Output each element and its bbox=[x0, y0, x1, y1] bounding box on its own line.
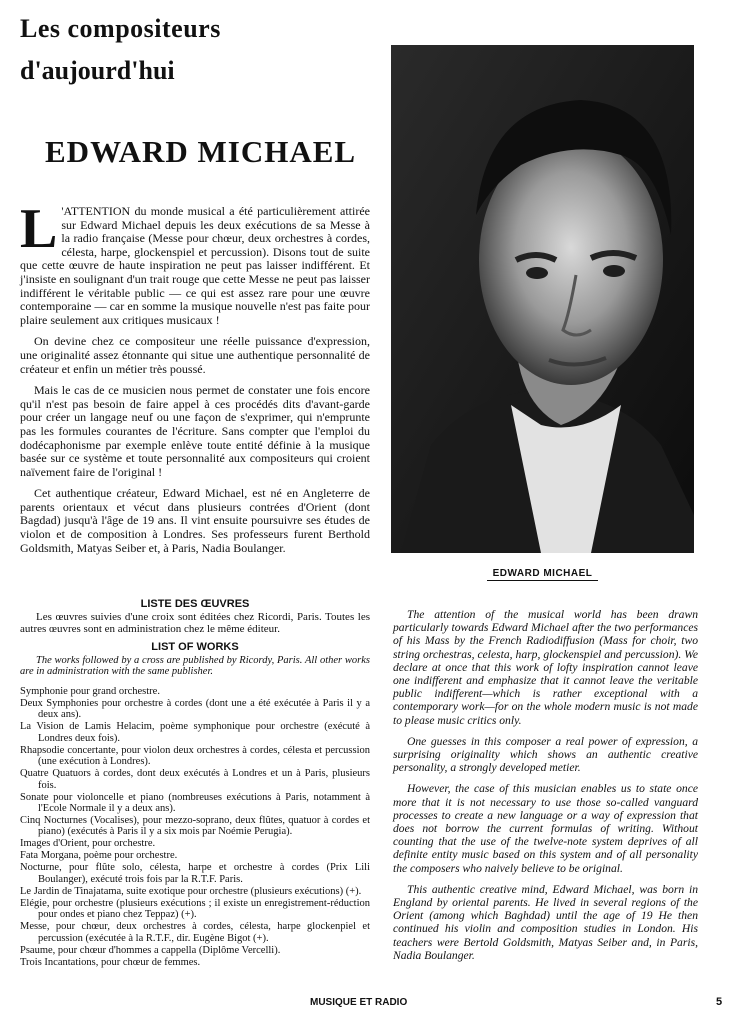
list-item: Images d'Orient, pour orchestre. bbox=[20, 838, 156, 850]
english-paragraph-4: This authentic creative mind, Edward Michael, was born in England by oriental parents. He lived in several regions of the Orient (among which Baghdad) until the age of 19 He then continued his violin and composition studies in London. His teachers were Bertold Goldsmith, Matyas Seiber and, in Paris, Nadia Boulanger. bbox=[393, 882, 698, 962]
list-item: Deux Symphonies pour orchestre à cordes (dont une a été exécutée à Paris il y a deux ans). bbox=[20, 698, 370, 721]
page-title-line1: Les compositeurs bbox=[20, 14, 221, 43]
list-item: Messe, pour chœur, deux orchestres à cordes, célesta, harpe glockenpiel et percussion (exécutée à la R.T.F., dir. Eugène Bigot (+). bbox=[20, 921, 370, 944]
works-note-english: The works followed by a cross are published by Ricordy, Paris. All other works are in administration with the same publisher. bbox=[20, 655, 370, 678]
article-english bbox=[393, 608, 698, 970]
list-item: Quatre Quatuors à cordes, dont deux exécutés à Londres et un à Paris, plusieurs fois. bbox=[20, 768, 370, 791]
page-title-line2: d'aujourd'hui bbox=[20, 56, 175, 85]
composer-portrait-photo bbox=[391, 45, 694, 553]
list-item: La Vision de Lamis Helacim, poème symphonique pour orchestre (exécuté à Londres deux fois). bbox=[20, 721, 370, 744]
english-paragraph-2: One guesses in this composer a real power of expression, a surprising originality which shows an authentic creative personality, a strongly developed metier. bbox=[393, 734, 698, 775]
list-item: Trois Incantations, pour chœur de femmes. bbox=[20, 956, 201, 968]
list-item: Nocturne, pour flûte solo, célesta, harpe et orchestre à cordes (Prix Lili Boulanger), exécuté trois fois par la R.T.F. Paris. bbox=[20, 862, 370, 885]
composer-name: EDWARD MICHAEL bbox=[45, 134, 357, 169]
magazine-footer: MUSIQUE ET RADIO bbox=[310, 997, 408, 1008]
english-paragraph-3: However, the case of this musician enables us to state once more that it is not necessary to use those so-called vanguard processes to create a new language or a way of expression that does not borrow the current formulas of writing. Without counting that the use of the twelve-note system deprives of all definite entity music based on this system and of all personality the composers who naively believe to be original. bbox=[393, 782, 698, 875]
list-item: Rhapsodie concertante, pour violon deux orchestres à cordes, célesta et percussion (une exécution à Londres). bbox=[20, 744, 370, 768]
intro-paragraph-1 bbox=[20, 198, 370, 327]
list-item: Le Jardin de Tinajatama, suite exotique pour orchestre (plusieurs exécutions) (+). bbox=[20, 885, 362, 897]
intro-paragraph-3: Mais le cas de ce musicien nous permet de constater une fois encore qu'il n'est pas besoin de faire appel à ces procédés dits d'avant-garde pour créer un langage neuf ou une façon de s'exprimer, qui n'emprunte pas les formules courantes de l'écriture. Sans compter que l'emploi du dodécaphonisme par exemple enlève toute entité définie à la musique basée sur ce système et toute personnalité aux compositeurs qui croient naïvement faire de l'original ! bbox=[20, 383, 370, 479]
page-number: 5 bbox=[716, 996, 723, 1008]
works-list bbox=[20, 686, 370, 969]
english-paragraph-1: The attention of the musical world has been drawn particularly towards Edward Michael after the two performances of his Mass by the French Radiodiffusion (Mass for choir, two string orchestras, celesta, harp, glockenspiel and percussion). We declare at once that this work of lofty inspiration cannot leave one indifferent and emphasize that it cannot leave the veritable public indifferent—which is rather exceptional with a contemporary work—for on the whole modern music is not made to please music critics only. bbox=[393, 608, 698, 727]
works-heading-english: LIST OF WORKS bbox=[151, 641, 239, 653]
list-item: Psaume, pour chœur d'hommes a cappella (Diplôme Vercelli). bbox=[20, 944, 281, 956]
intro-article-french bbox=[20, 198, 370, 563]
portrait-illustration bbox=[391, 45, 694, 553]
works-heading-french: LISTE DES ŒUVRES bbox=[140, 598, 250, 610]
photo-caption bbox=[391, 568, 694, 579]
list-item: Sonate pour violoncelle et piano (nombreuses exécutions à Paris, notamment à l'Ecole Normale il y a deux ans). bbox=[20, 791, 370, 815]
list-item: Symphonie pour grand orchestre. bbox=[20, 686, 160, 697]
intro-paragraph-2: On devine chez ce compositeur une réelle puissance d'expression, une originalité assez étonnante qui situe une authentique personnalité de créateur et enfin un métier très poussé. bbox=[20, 334, 370, 376]
intro-paragraph-1-text: 'ATTENTION du monde musical a été particulièrement attirée sur Edward Michael depuis les deux exécutions de sa Messe à la radio française (Messe pour chœur, deux orchestres à cordes, célesta, harpe, glockenspiel et percussion). Disons tout de suite que cette œuvre de haute inspiration ne peut pas laisser indifférent. Et j'insiste en soulignant d'un trait rouge que cette Messe ne peut pas laisser indifférent le véritable public — ce qui est assez rare pour une œuvre contemporaine — car en somme la musique nouvelle n'est pas faite pour plaire seulement aux critiques musicaux ! bbox=[20, 204, 370, 327]
list-item: Cinq Nocturnes (Vocalises), pour mezzo-soprano, deux flûtes, quatuor à cordes et piano) (exécutés à Paris il y a six mois par Noémie Perugia). bbox=[20, 815, 370, 838]
works-note-french: Les œuvres suivies d'une croix sont éditées chez Ricordi, Paris. Toutes les autres œuvres sont en administration chez le même éditeur. bbox=[20, 611, 370, 635]
list-item: Fata Morgana, poème pour orchestre. bbox=[20, 850, 178, 862]
intro-paragraph-4: Cet authentique créateur, Edward Michael, est né en Angleterre de parents orientaux et vécut dans plusieurs contrées d'Orient (dont Bagdad) jusqu'à l'âge de 19 ans. Il vint ensuite poursuivre ses études de violon et de composition à Londres. Ses professeurs furent Berthold Goldsmith, Matyas Seiber et, à Paris, Nadia Boulanger. bbox=[20, 486, 370, 555]
list-item: Elégie, pour orchestre (plusieurs exécutions ; il existe un enregistrement-réduction pour ondes et piano chez Teppaz) (+). bbox=[20, 897, 370, 921]
photo-caption-text: EDWARD MICHAEL bbox=[487, 568, 599, 581]
drop-cap: L bbox=[20, 198, 58, 260]
